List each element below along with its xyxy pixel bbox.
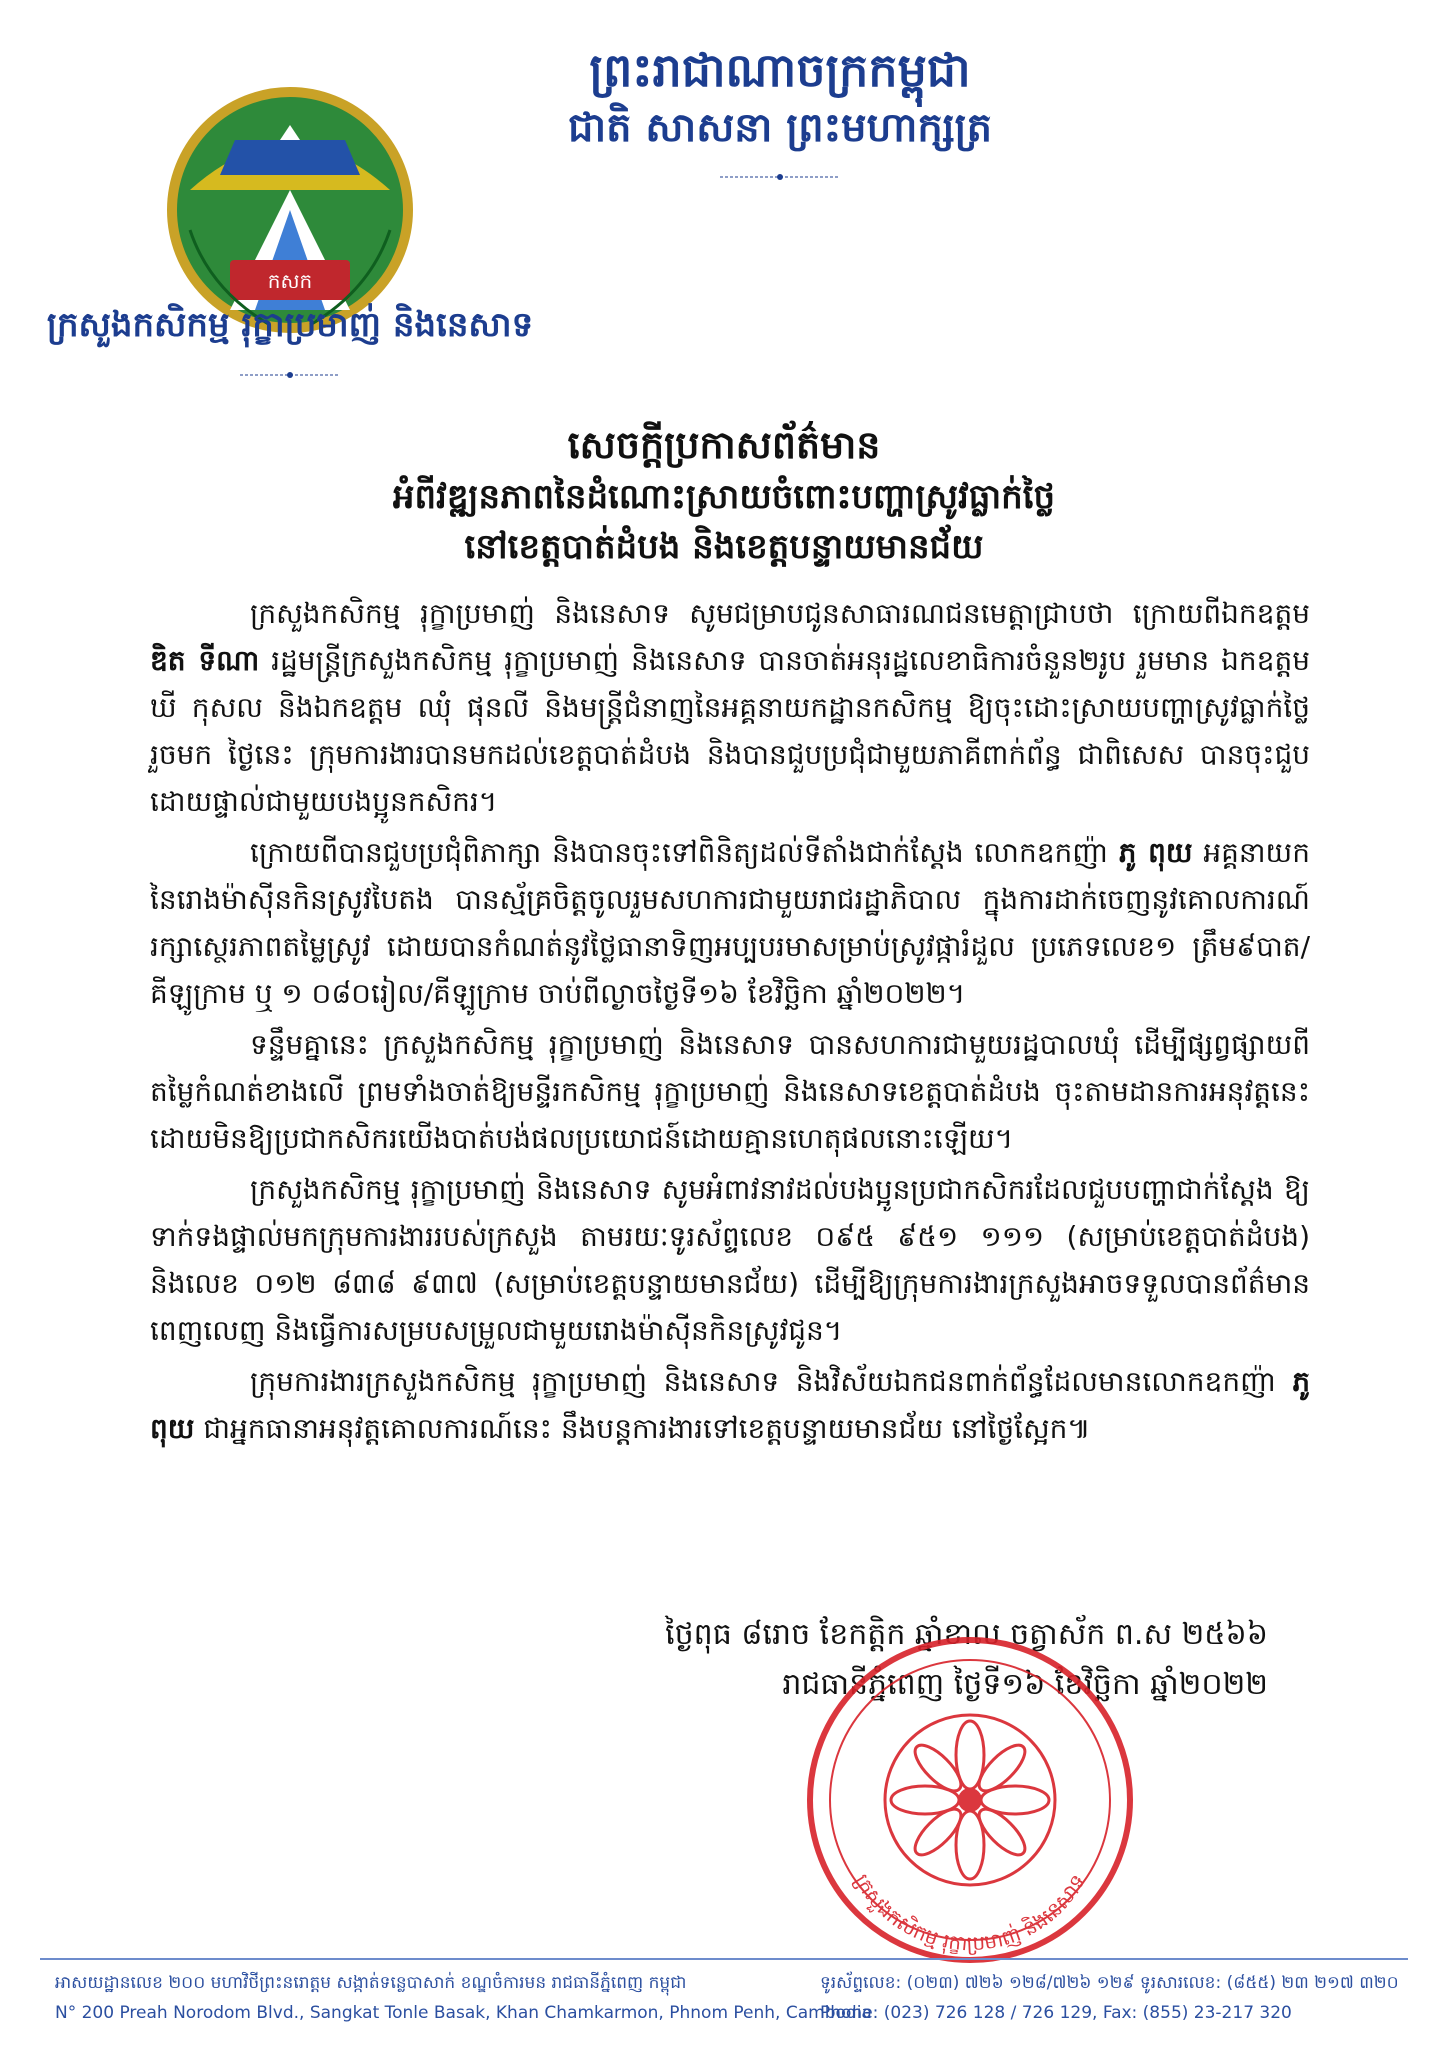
press-release-title [0,418,1448,572]
paragraph-1-text-b: រដ្ឋមន្ត្រីក្រសួងកសិកម្ម រុក្ខាប្រមាញ់ និងនេសាទ បានចាត់អនុរដ្ឋលេខាធិការចំនួន២រូប រួមមាន ឯកឧត្តម ឃី កុសល និងឯកឧត្តម ឈុំ ផុនលី និងមន្ត្រីជំនាញនៃអគ្គនាយកដ្ឋានកសិកម្ម ឱ្យចុះដោះស្រាយបញ្ហាស្រូវធ្លាក់ថ្លៃរួចមក ថ្ងៃនេះ ក្រុមការងារបានមកដល់ខេត្តបាត់ដំបង និងបានជួបប្រជុំជាមួយភាគីពាក់ព័ន្ធ ជាពិសេស បានចុះជួបដោយផ្ទាល់ជាមួយបងប្អូនកសិករ។ [150,644,1310,818]
tycoon-name-2: ភូ ពុយ [150,1365,1310,1445]
paragraph-1-text-a: ក្រសួងកសិកម្ម រុក្ខាប្រមាញ់ និងនេសាទ សូមជម្រាបជូនសាធារណជនមេត្តាជ្រាបថា ក្រោយពីឯកឧត្តម [250,597,1310,630]
national-motto: ជាតិ សាសនា ព្រះមហាក្សត្រ [568,105,992,151]
paragraph-5-text-a: ក្រុមការងារក្រសួងកសិកម្ម រុក្ខាប្រមាញ់ និងនេសាទ និងវិស័យឯកជនពាក់ព័ន្ធដែលមានលោកឧកញ៉ា [250,1365,1293,1398]
press-release-body [150,590,1310,1456]
tycoon-name: ភូ ពុយ [1118,836,1193,869]
kingdom-name: ព្រះរាជាណាចក្រកម្ពុជា [589,43,971,97]
divider-ornament [720,172,840,182]
phone-english: Phone: (023) 726 128 / 726 129, Fax: (855) 23-217 320 [820,2003,1292,2023]
address-english: N° 200 Preah Norodom Blvd., Sangkat Tonle Basak, Khan Chamkarmon, Phnom Penh, Cambodia [55,2003,872,2023]
title-line-3: នៅខេត្តបាត់ដំបង និងខេត្តបន្ទាយមានជ័យ [464,527,984,567]
ministry-name-block [40,300,540,380]
ministry-name: ក្រសួងកសិកម្ម រុក្ខាប្រមាញ់ និងនេសាទ [46,305,534,345]
solar-date: រាជធានីភ្នំពេញ ថ្ងៃទី១៦ ខែវិច្ឆិកា ឆ្នាំ២០២២ [782,1667,1268,1702]
footer-address [55,1968,872,2028]
title-line-2: អំពីវឌ្ឍនភាពនៃដំណោះស្រាយចំពោះបញ្ហាស្រូវធ្លាក់ថ្លៃ [392,477,1056,517]
paragraph-2 [150,829,1310,1017]
seal-text [850,1870,1090,1956]
minister-name: ឌិត ទីណា [150,644,260,677]
address-khmer: អាសយដ្ឋានលេខ ២០០ មហាវិថីព្រះនរោត្តម សង្កាត់ទន្លេបាសាក់ ខណ្ឌចំការមន រាជធានីភ្នំពេញ កម្ពុជា [55,1973,687,1993]
footer-divider [40,1958,1408,1960]
emblem-banner-text [268,269,312,293]
svg-text:កសក: កសក [267,269,313,293]
lunar-date: ថ្ងៃពុធ ៨រោច ខែកត្តិក ឆ្នាំខាល ចត្វាស័ក ព.ស ២៥៦៦ [665,1617,1268,1652]
paragraph-2-text-a: ក្រោយពីបានជួបប្រជុំពិភាក្សា និងបានចុះទៅពិនិត្យដល់ទីតាំងជាក់ស្តែង លោកឧកញ៉ា [250,836,1119,869]
footer-contact [820,1968,1399,2028]
paragraph-5-text-b: ជាអ្នកធានាអនុវត្តគោលការណ៍នេះ នឹងបន្តការងារទៅខេត្តបន្ទាយមានជ័យ នៅថ្ងៃស្អែក៕ [194,1412,1091,1445]
phone-khmer: ទូរស័ព្ទលេខ: (០២៣) ៧២៦ ១២៨/៧២៦ ១២៩ ទូរសារលេខ: (៨៥៥) ២៣ ២១៧ ៣២០ [820,1973,1399,1993]
paragraph-2-text-b: អគ្គនាយកនៃរោងម៉ាស៊ីនកិនស្រូវបៃតង បានស្ម័គ្រចិត្តចូលរួមសហការជាមួយរាជរដ្ឋាភិបាល ក្នុងការដាក់ចេញនូវគោលការណ៍រក្សាស្ថេរភាពតម្លៃស្រូវ ដោយបានកំណត់នូវថ្លៃធានាទិញអប្បបរមាសម្រាប់ស្រូវផ្ការំដួល ប្រភេទលេខ១ ត្រឹម៩បាត/គីឡូក្រាម ឬ ១ ០៨០រៀល/គីឡូក្រាម ចាប់ពីល្ងាចថ្ងៃទី១៦ ខែវិច្ឆិកា ឆ្នាំ២០២២។ [150,836,1310,1010]
svg-text:ក្រសួងកសិកម្ម រុក្ខាប្រមាញ់ និ: ក្រសួងកសិកម្ម រុក្ខាប្រមាញ់ និងនេសាទ [849,1869,1091,1956]
official-seal-stamp [800,1630,1140,1970]
divider-ornament [240,370,340,380]
paragraph-3: ទន្ទឹមគ្នានេះ ក្រសួងកសិកម្ម រុក្ខាប្រមាញ់ និងនេសាទ បានសហការជាមួយរដ្ឋបាលឃុំ ដើម្បីផ្សព្វផ្សាយពីតម្លៃកំណត់ខាងលើ ព្រមទាំងចាត់ឱ្យមន្ទីរកសិកម្ម រុក្ខាប្រមាញ់ និងនេសាទខេត្តបាត់ដំបង ចុះតាមដានការអនុវត្តនេះ ដោយមិនឱ្យប្រជាកសិករយើងបាត់បង់ផលប្រយោជន៍ដោយគ្មានហេតុផលនោះឡើយ។ [150,1028,1310,1155]
title-line-1: សេចក្តីប្រកាសព័ត៌មាន [567,423,881,467]
kingdom-header [530,40,1030,182]
paragraph-1 [150,590,1310,825]
paragraph-4: ក្រសួងកសិកម្ម រុក្ខាប្រមាញ់ និងនេសាទ សូមអំពាវនាវដល់បងប្អូនប្រជាកសិករដែលជួបបញ្ហាជាក់ស្តែង ឱ្យទាក់ទងផ្ទាល់មកក្រុមការងាររបស់ក្រសួង តាមរយៈទូរស័ព្ទលេខ ០៩៥ ៩៥១ ១១១ (សម្រាប់ខេត្តបាត់ដំបង) និងលេខ ០១២ ៨៣៨ ៩៣៧ (សម្រាប់ខេត្តបន្ទាយមានជ័យ) ដើម្បីឱ្យក្រុមការងារក្រសួងអាចទទួលបានព័ត៌មានពេញលេញ និងធ្វើការសម្របសម្រួលជាមួយរោងម៉ាស៊ីនកិនស្រូវជូន។ [150,1173,1310,1347]
paragraph-5 [150,1358,1310,1452]
